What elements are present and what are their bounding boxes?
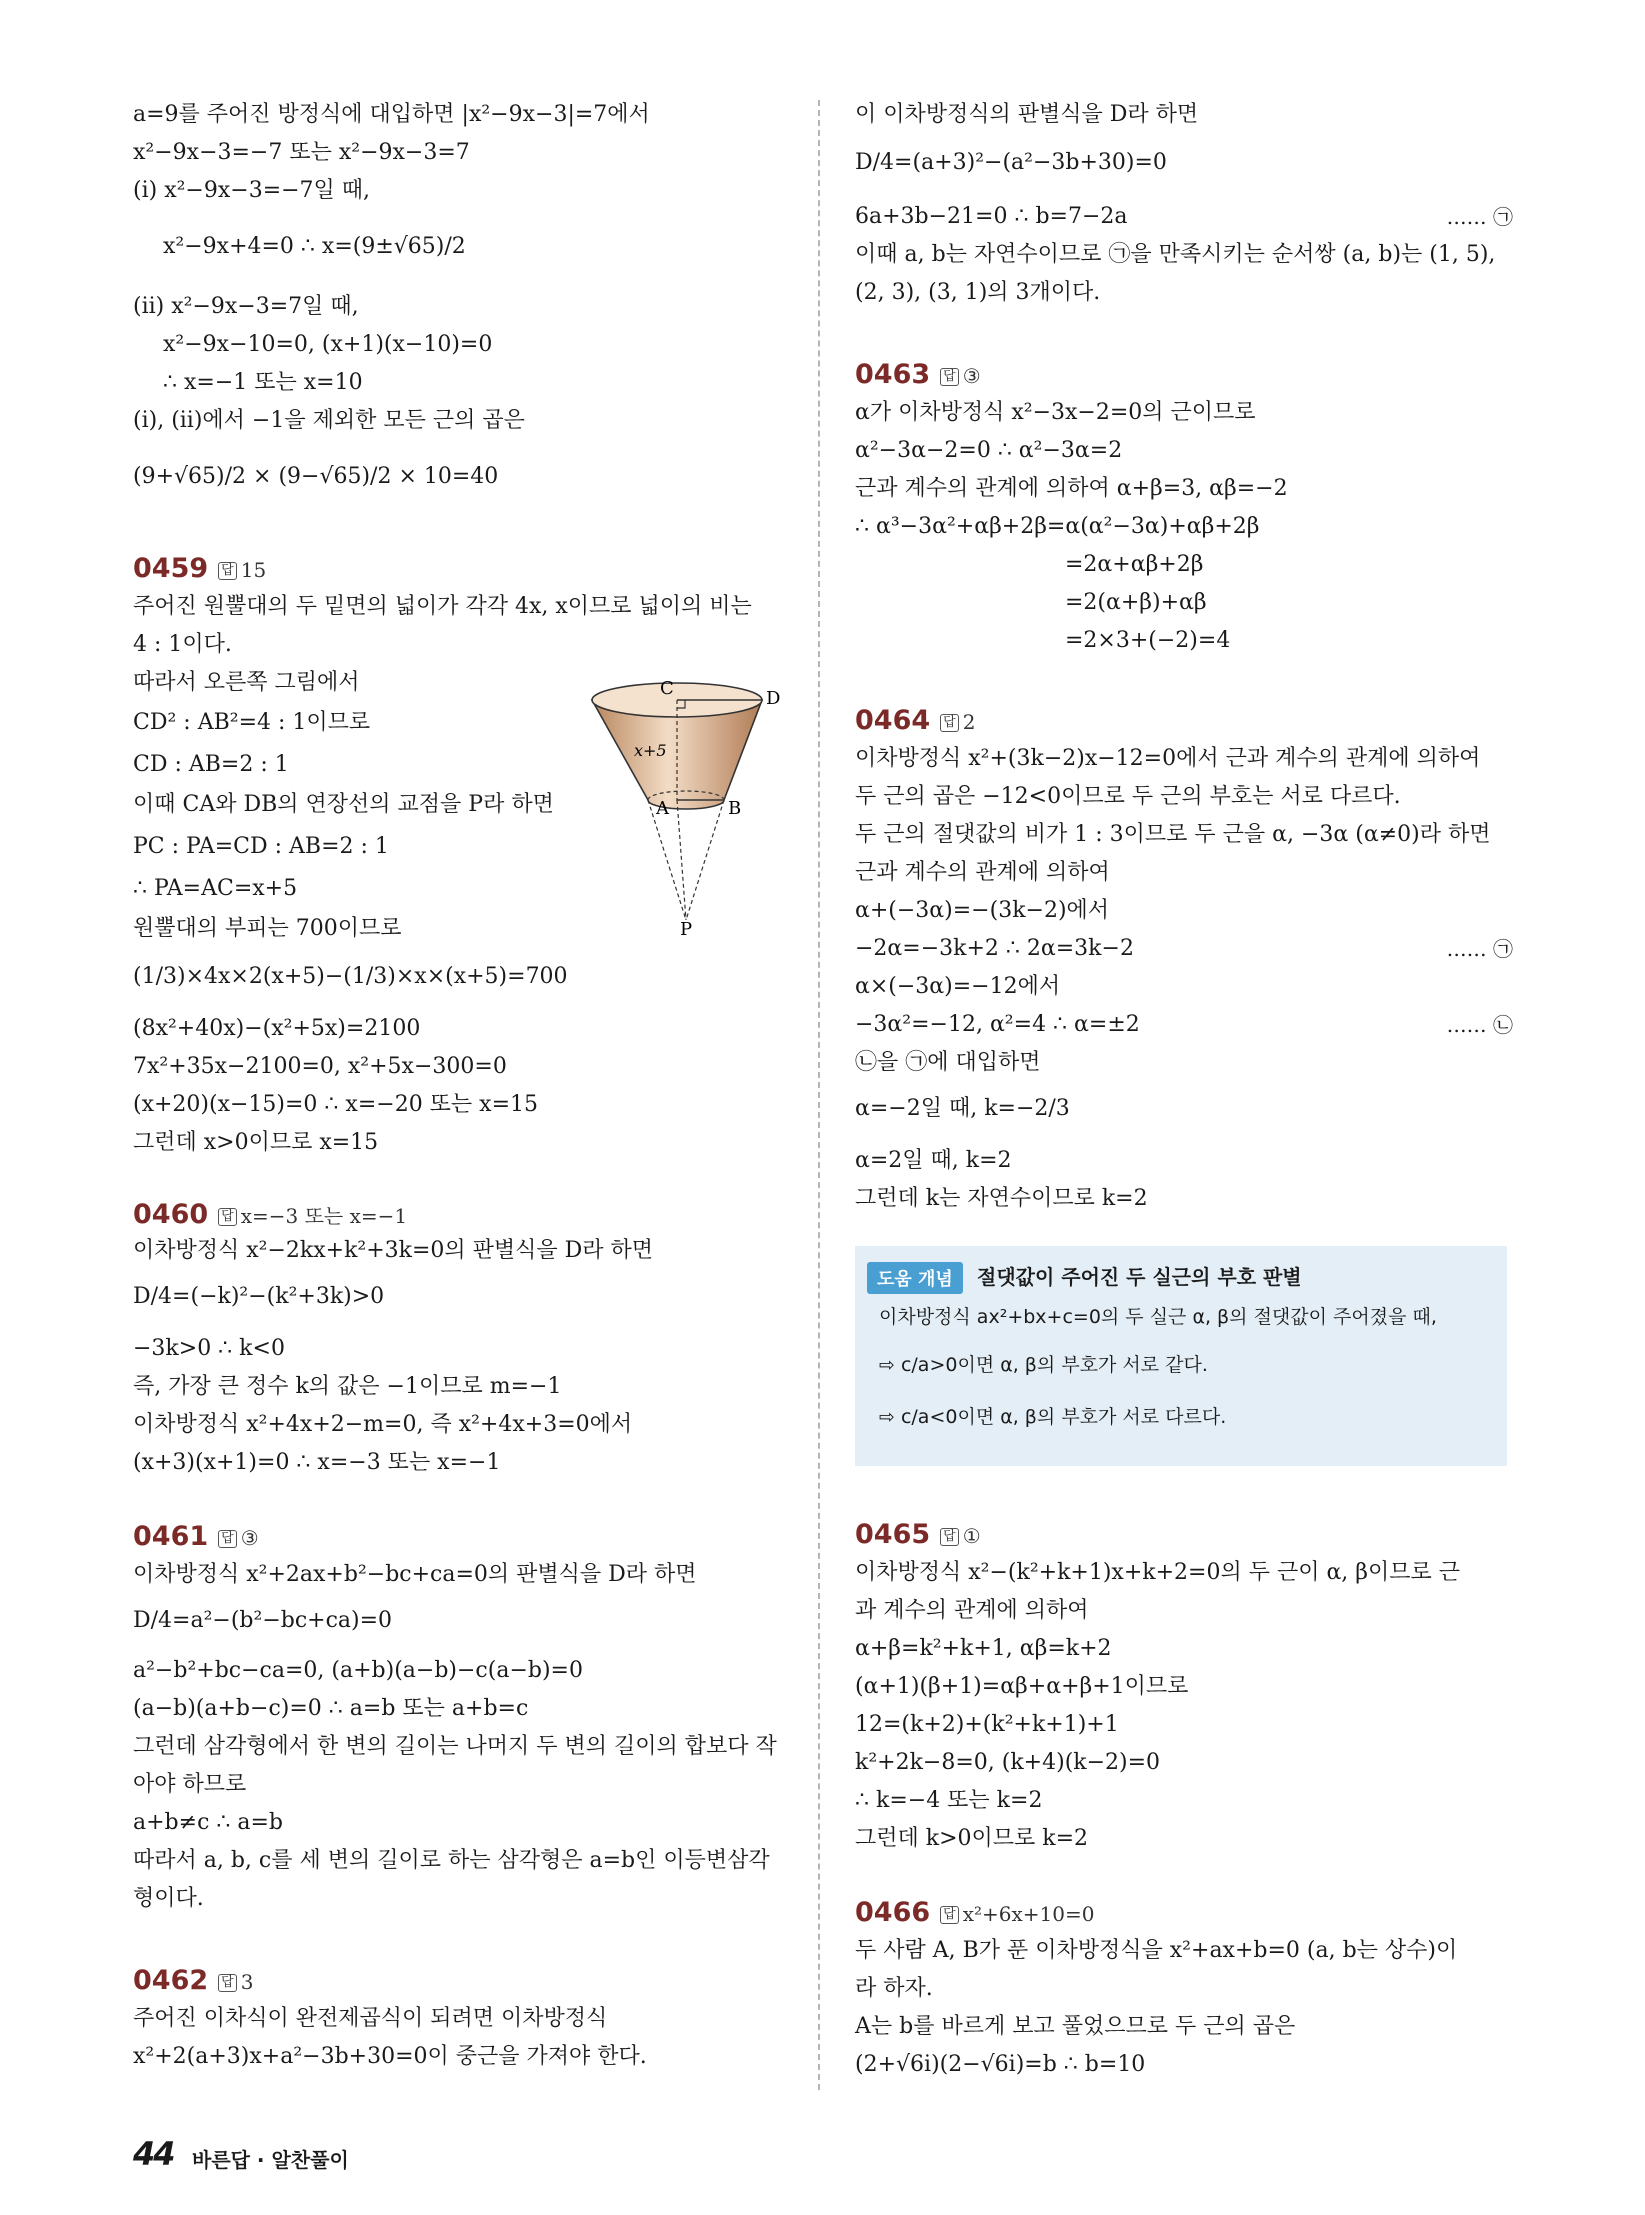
text-line: 원뿔대의 부피는 700이므로 [133,916,402,941]
problem-heading [133,1964,253,1999]
answer-value: 3 [240,1970,254,1994]
text-line: (x+3)(x+1)=0 ∴ x=−3 또는 x=−1 [133,1450,501,1475]
tip-line: 이차방정식 ax²+bx+c=0의 두 실근 α, β의 절댓값이 주어졌을 때, [879,1306,1437,1328]
text-line: 두 사람 A, B가 푼 이차방정식을 x²+ax+b=0 (a, b는 상수)이 [855,1938,1458,1963]
problem-number: 0461 [133,1521,209,1552]
extension-line [686,800,724,920]
text-line: D/4=(a+3)²−(a²−3b+30)=0 [855,150,1167,175]
text-line: 라 하자. [855,1976,933,2001]
text-line: 형이다. [133,1886,204,1911]
text-line: a=9를 주어진 방정식에 대입하면 |x²−9x−3|=7에서 [133,102,650,127]
text-line: ㉡을 ㉠에 대입하면 [855,1050,1041,1075]
text-line: 이차방정식 x²+2ax+b²−bc+ca=0의 판별식을 D라 하면 [133,1562,697,1587]
tip-badge: 도움 개념 [867,1262,963,1294]
text-line: 이차방정식 x²+(3k−2)x−12=0에서 근과 계수의 관계에 의하여 [855,746,1481,771]
text-line: α가 이차방정식 x²−3x−2=0의 근이므로 [855,400,1256,425]
text-line: a+b≠c ∴ a=b [133,1810,284,1835]
text-line: 그런데 x>0이므로 x=15 [133,1130,379,1155]
label-P: P [680,919,693,940]
text-line: 그런데 k>0이므로 k=2 [855,1826,1089,1851]
text-line: α+β=k²+k+1, αβ=k+2 [855,1636,1112,1661]
text-line: (x+20)(x−15)=0 ∴ x=−20 또는 x=15 [133,1092,539,1117]
problem-number: 0460 [133,1199,209,1230]
answer-badge: 답 [218,562,237,580]
text-line: PC : PA=CD : AB=2 : 1 [133,834,389,859]
problem-number: 0465 [855,1519,931,1550]
text-line: ∴ PA=AC=x+5 [133,876,298,901]
text-line: 과 계수의 관계에 의하여 [855,1598,1089,1623]
answer-value: ① [962,1524,981,1548]
text-line: ∴ α³−3α²+αβ+2β=α(α²−3α)+αβ+2β [855,514,1260,539]
answer-badge: 답 [218,1530,237,1548]
tip-line: ⇨ c/a>0이면 α, β의 부호가 서로 같다. [879,1354,1208,1376]
text-line: 그런데 삼각형에서 한 변의 길이는 나머지 두 변의 길이의 합보다 작 [133,1734,777,1759]
text-line: 아야 하므로 [133,1772,247,1797]
text-line: 4 : 1이다. [133,632,232,657]
text-line: 이차방정식 x²−2kx+k²+3k=0의 판별식을 D라 하면 [133,1238,654,1263]
answer-value: x²+6x+10=0 [962,1902,1095,1926]
text-line: CD² : AB²=4 : 1이므로 [133,710,371,735]
answer-badge: 답 [940,1906,959,1924]
text-line: a²−b²+bc−ca=0, (a+b)(a−b)−c(a−b)=0 [133,1658,583,1683]
text-line: 즉, 가장 큰 정수 k의 값은 −1이므로 m=−1 [133,1374,562,1399]
tip-title: 절댓값이 주어진 두 실근의 부호 판별 [977,1265,1302,1289]
text-line: (ii) x²−9x−3=7일 때, [133,294,359,319]
problem-number: 0464 [855,705,931,736]
text-line: D/4=(−k)²−(k²+3k)>0 [133,1284,385,1309]
problem-heading [855,358,981,393]
text-line: 근과 계수의 관계에 의하여 α+β=3, αβ=−2 [855,476,1288,501]
text-line: α=−2일 때, k=−2/3 [855,1096,1070,1121]
text-line: 주어진 원뿔대의 두 밑면의 넓이가 각각 4x, x이므로 넓이의 비는 [133,594,752,619]
text-line: x²−9x−3=−7 또는 x²−9x−3=7 [133,140,470,165]
text-line: (2, 3), (3, 1)의 3개이다. [855,280,1101,305]
text-line: (i) x²−9x−3=−7일 때, [133,178,371,203]
text-line: α×(−3α)=−12에서 [855,974,1061,999]
text-line: 이때 a, b는 자연수이므로 ㉠을 만족시키는 순서쌍 (a, b)는 (1, 5), [855,242,1496,267]
equation-mark: …… ㉠ [1446,937,1513,961]
label-height: x+5 [634,741,667,760]
problem-heading [855,1896,1094,1931]
text-line: α=2일 때, k=2 [855,1148,1012,1173]
text-line: (α+1)(β+1)=αβ+α+β+1이므로 [855,1674,1189,1699]
text-line: α²−3α−2=0 ∴ α²−3α=2 [855,438,1123,463]
answer-value: 15 [240,558,267,582]
tip-box [855,1246,1507,1466]
text-line: x²+2(a+3)x+a²−3b+30=0이 중근을 가져야 한다. [133,2044,647,2069]
footer-label: 바른답 · 알찬풀이 [192,2148,349,2172]
page-number: 44 [133,2135,174,2173]
text-line: D/4=a²−(b²−bc+ca)=0 [133,1608,393,1633]
problem-heading [133,1198,407,1233]
text-line: 그런데 k는 자연수이므로 k=2 [855,1186,1148,1211]
answer-value: ③ [962,364,981,388]
text-line: (8x²+40x)−(x²+5x)=2100 [133,1016,421,1041]
text-line: CD : AB=2 : 1 [133,752,289,777]
problem-number: 0466 [855,1897,931,1928]
problem-heading [133,552,266,587]
text-line: x²−9x−10=0, (x+1)(x−10)=0 [163,332,493,357]
answer-badge: 답 [218,1974,237,1992]
text-line: (9+√65)/2 × (9−√65)/2 × 10=40 [133,464,499,489]
text-line: =2×3+(−2)=4 [1065,628,1231,653]
problem-heading [855,1518,981,1553]
text-line: =2α+αβ+2β [1065,552,1204,577]
text-line: (1/3)×4x×2(x+5)−(1/3)×x×(x+5)=700 [133,964,568,989]
equation-mark: …… ㉠ [1446,205,1513,229]
text-line: 근과 계수의 관계에 의하여 [855,860,1110,885]
problem-number: 0462 [133,1965,209,1996]
answer-value: 2 [962,710,976,734]
tip-line: ⇨ c/a<0이면 α, β의 부호가 서로 다르다. [879,1406,1227,1428]
text-line: 따라서 오른쪽 그림에서 [133,670,360,695]
problem-number: 0463 [855,359,931,390]
equation-mark: …… ㉡ [1446,1013,1513,1037]
text-line: A는 b를 바르게 보고 풀었으므로 두 근의 곱은 [855,2014,1296,2039]
text-line: −3k>0 ∴ k<0 [133,1336,285,1361]
text-line: x²−9x+4=0 ∴ x=(9±√65)/2 [163,234,466,259]
answer-value: ③ [240,1526,259,1550]
text-line: ∴ x=−1 또는 x=10 [163,370,363,395]
text-line: 두 근의 절댓값의 비가 1 : 3이므로 두 근을 α, −3α (α≠0)라 하면 [855,822,1491,847]
problem-heading [133,1520,259,1555]
text-line: 12=(k+2)+(k²+k+1)+1 [855,1712,1119,1737]
text-line: 이차방정식 x²+4x+2−m=0, 즉 x²+4x+3=0에서 [133,1412,633,1437]
text-line: −2α=−3k+2 ∴ 2α=3k−2 [855,936,1134,961]
text-line: ∴ k=−4 또는 k=2 [855,1788,1043,1813]
text-line: 주어진 이차식이 완전제곱식이 되려면 이차방정식 [133,2006,608,2031]
extension-line [677,800,686,920]
frustum-figure [590,680,790,940]
text-line: 7x²+35x−2100=0, x²+5x−300=0 [133,1054,507,1079]
label-D: D [766,688,781,709]
answer-badge: 답 [218,1208,237,1226]
label-C: C [660,680,674,699]
text-line: =2(α+β)+αβ [1065,590,1207,615]
text-line: α+(−3α)=−(3k−2)에서 [855,898,1110,923]
label-B: B [728,798,742,819]
answer-badge: 답 [940,1528,959,1546]
text-line: 따라서 a, b, c를 세 변의 길이로 하는 삼각형은 a=b인 이등변삼각 [133,1848,770,1873]
text-line: 이 이차방정식의 판별식을 D라 하면 [855,102,1199,127]
text-line: −3α²=−12, α²=4 ∴ α=±2 [855,1012,1140,1037]
problem-heading [855,704,975,739]
answer-value: x=−3 또는 x=−1 [240,1204,408,1228]
answer-badge: 답 [940,714,959,732]
text-line: 6a+3b−21=0 ∴ b=7−2a [855,204,1128,229]
text-line: 두 근의 곱은 −12<0이므로 두 근의 부호는 서로 다르다. [855,784,1401,809]
text-line: (a−b)(a+b−c)=0 ∴ a=b 또는 a+b=c [133,1696,529,1721]
column-divider [818,100,820,2090]
text-line: 이때 CA와 DB의 연장선의 교점을 P라 하면 [133,792,554,817]
problem-number: 0459 [133,553,209,584]
text-line: 이차방정식 x²−(k²+k+1)x+k+2=0의 두 근이 α, β이므로 근 [855,1560,1461,1585]
text-line: (i), (ii)에서 −1을 제외한 모든 근의 곱은 [133,408,525,433]
text-line: (2+√6i)(2−√6i)=b ∴ b=10 [855,2052,1146,2077]
label-A: A [656,798,669,819]
text-line: k²+2k−8=0, (k+4)(k−2)=0 [855,1750,1161,1775]
answer-badge: 답 [940,368,959,386]
